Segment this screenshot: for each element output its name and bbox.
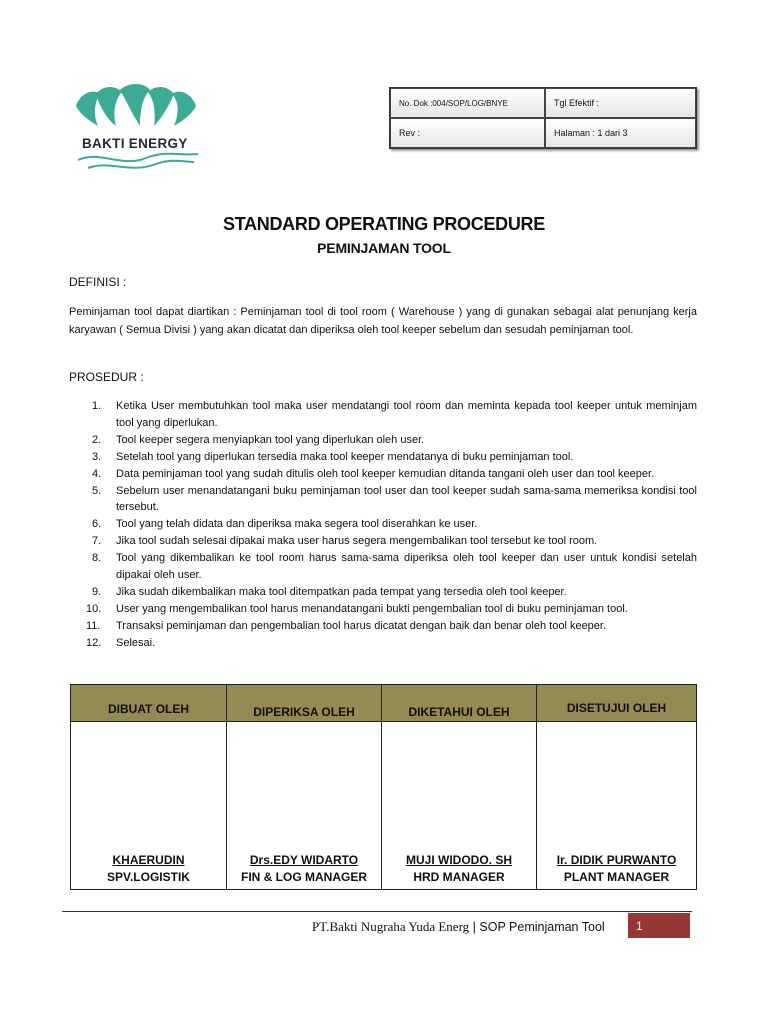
page-number: 1 <box>628 913 690 938</box>
step-text: Data peminjaman tool yang sudah ditulis oleh tool keeper kemudian ditanda tangani oleh user dan tool keeper. <box>116 467 655 480</box>
step-number: 1. <box>92 400 102 412</box>
step-number: 4. <box>92 467 102 480</box>
procedure-list <box>69 398 697 652</box>
step-number: 12. <box>86 636 102 649</box>
footer-divider <box>62 911 692 912</box>
step-text: Selesai. <box>116 636 156 649</box>
signatory-name: MUJI WIDODO. SH <box>405 853 512 867</box>
logo-text: BAKTI ENERGY <box>82 136 188 151</box>
page-subtitle: PEMINJAMAN TOOL <box>317 240 451 256</box>
signature-column-approved <box>537 685 696 889</box>
list-item <box>69 449 697 466</box>
document-info-table <box>389 87 697 149</box>
footer <box>312 919 605 935</box>
list-item <box>69 466 697 483</box>
signature-column-prepared <box>71 685 227 889</box>
footer-doc-title: SOP Peminjaman Tool <box>479 920 605 934</box>
step-text: Tool yang dikembalikan ke tool room harus sama-sama diperiksa oleh tool keeper dan user untuk kondisi setelah dipakai oleh user. <box>116 552 697 582</box>
page-count: Halaman : 1 dari 3 <box>545 118 696 148</box>
signatory-name: Ir. DIDIK PURWANTO <box>556 853 677 867</box>
column-title: DISETUJUI OLEH <box>566 701 667 715</box>
step-text: Tool keeper segera menyiapkan tool yang diperlukan oleh user. <box>116 433 425 446</box>
list-item <box>69 432 697 449</box>
signature-table <box>70 684 697 890</box>
list-item <box>69 635 697 652</box>
step-text: Sebelum user menandatangani buku peminjaman tool user dan tool keeper sudah sama-sama memeriksa kondisi tool tersebut. <box>116 484 697 514</box>
step-number: 9. <box>92 585 102 598</box>
list-item <box>69 618 697 635</box>
step-number: 10. <box>86 602 102 615</box>
page-title: STANDARD OPERATING PROCEDURE <box>223 214 545 234</box>
list-item <box>69 516 697 533</box>
column-title: DIPERIKSA OLEH <box>253 705 355 719</box>
step-text: Transaksi peminjaman dan pengembalian tool harus dicatat dengan baik dan benar oleh tool keeper. <box>116 619 607 632</box>
step-text: Ketika User membutuhkan tool maka user mendatangi tool room dan meminta kepada tool keeper untuk meminjam tool yang diperlukan. <box>116 400 697 429</box>
list-item <box>69 483 697 517</box>
signatory-role: FIN & LOG MANAGER <box>241 870 367 884</box>
logo-leaf-icon <box>70 84 205 174</box>
signatory-name: KHAERUDIN <box>112 853 185 867</box>
list-item <box>69 584 697 601</box>
step-text: Setelah tool yang diperlukan tersedia maka tool keeper mendatanya di buku peminjaman tool. <box>116 450 574 463</box>
step-number: 2. <box>92 433 102 446</box>
signatory-name: Drs.EDY WIDARTO <box>249 853 359 867</box>
step-text: Jika sudah dikembalikan maka tool ditempatkan pada tempat yang tersedia oleh tool keeper. <box>116 585 567 598</box>
step-number: 5. <box>92 484 102 497</box>
doc-number: No. Dok :004/SOP/LOG/BNYE <box>390 88 545 118</box>
step-number: 7. <box>92 535 102 548</box>
definition-label: DEFINISI : <box>69 275 127 289</box>
list-item <box>69 601 697 618</box>
procedure-label: PROSEDUR : <box>69 370 144 384</box>
list-item <box>69 533 697 550</box>
list-item <box>69 550 697 584</box>
step-number: 6. <box>92 518 102 531</box>
step-number: 8. <box>92 552 102 565</box>
signature-column-acknowledged <box>382 685 537 889</box>
column-title: DIBUAT OLEH <box>107 702 190 716</box>
step-text: Jika tool sudah selesai dipakai maka user harus segera mengembalikan tool tersebut ke tool room. <box>116 535 598 548</box>
signatory-role: PLANT MANAGER <box>563 870 670 884</box>
step-text: Tool yang telah didata dan diperiksa maka segera tool diserahkan ke user. <box>116 518 478 531</box>
step-text: User yang mengembalikan tool harus menandatangani bukti pengembalian tool di buku peminjaman tool. <box>116 602 628 615</box>
step-number: 3. <box>92 450 102 463</box>
effective-date: Tgl Efektif : <box>545 88 696 118</box>
list-item <box>69 398 697 432</box>
company-logo <box>70 84 205 174</box>
column-title: DIKETAHUI OLEH <box>408 705 510 719</box>
footer-separator: | <box>472 920 476 934</box>
definition-text: Peminjaman tool dapat diartikan : Peminjaman tool di tool room ( Warehouse ) yang di gunakan sebagai alat penunjang kerja karyawan ( Semua Divisi ) yang akan dicatat dan diperiksa oleh tool keeper sebelum dan sesudah peminjaman tool. <box>69 306 697 336</box>
signature-column-checked <box>227 685 382 889</box>
signatory-role: HRD MANAGER <box>413 870 505 884</box>
signatory-role: SPV.LOGISTIK <box>107 870 190 884</box>
footer-company: PT.Bakti Nugraha Yuda Energ <box>312 919 470 934</box>
revision: Rev : <box>390 118 545 148</box>
step-number: 11. <box>86 619 101 632</box>
